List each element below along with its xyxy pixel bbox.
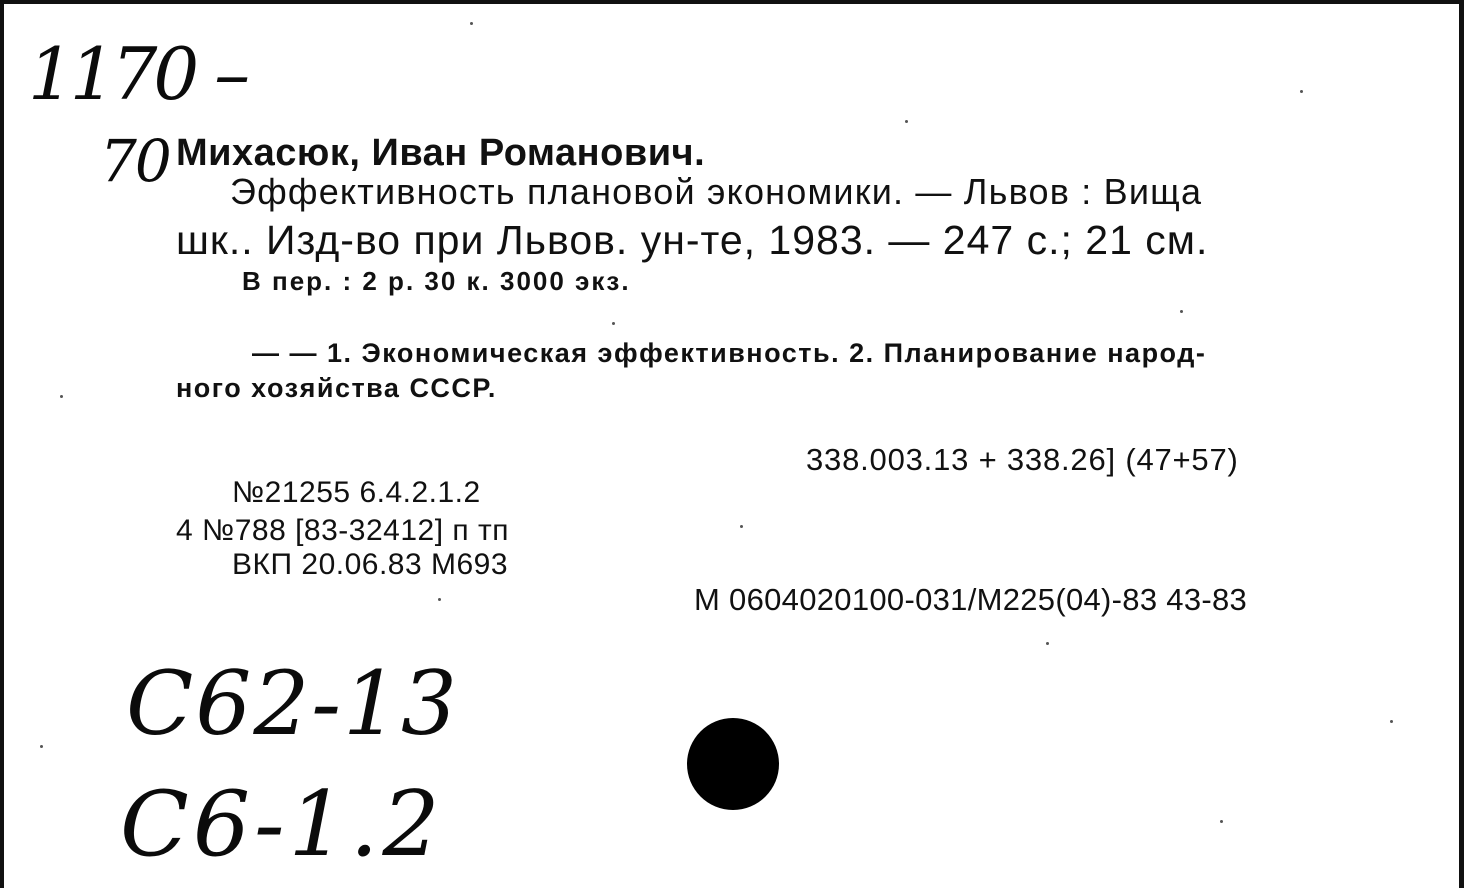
scan-speck bbox=[40, 745, 43, 748]
scan-speck bbox=[438, 598, 441, 601]
punch-hole bbox=[687, 718, 779, 810]
reference-line-2: 4 №788 [83-32412] п тп bbox=[176, 514, 509, 547]
scan-speck bbox=[1220, 820, 1223, 823]
scan-speck bbox=[1046, 642, 1049, 645]
scan-speck bbox=[905, 120, 908, 123]
udc-classification: 338.003.13 + 338.26] (47+57) bbox=[806, 442, 1239, 477]
handwritten-code-a: C62-13 bbox=[126, 652, 460, 755]
scan-speck bbox=[60, 395, 63, 398]
subject-headings-line-1: — — 1. Экономическая эффективность. 2. Планирование народ- bbox=[252, 338, 1207, 368]
card-border-right bbox=[1459, 0, 1464, 888]
scan-speck bbox=[470, 22, 473, 25]
author-heading: Михасюк, Иван Романович. bbox=[176, 132, 706, 174]
title-line-1: Эффективность плановой экономики. — Львов : Вища bbox=[230, 171, 1203, 212]
scan-speck bbox=[1390, 720, 1393, 723]
title-line-2: шк.. Изд-во при Львов. ун-те, 1983. — 247 с.; 21 см. bbox=[176, 217, 1209, 263]
reference-line-1: №21255 6.4.2.1.2 bbox=[232, 476, 481, 509]
card-border-top bbox=[0, 0, 1464, 4]
price-and-print-run: В пер. : 2 р. 30 к. 3000 экз. bbox=[242, 266, 631, 296]
handwritten-sub-number: 70 bbox=[100, 127, 170, 195]
card-border-left bbox=[0, 0, 4, 888]
publisher-code: М 0604020100-031/М225(04)-83 43-83 bbox=[694, 582, 1248, 617]
reference-line-3: ВКП 20.06.83 М693 bbox=[232, 548, 509, 581]
scan-speck bbox=[612, 322, 615, 325]
subject-headings-line-2: ного хозяйства СССР. bbox=[176, 373, 497, 403]
scan-speck bbox=[1180, 310, 1183, 313]
handwritten-shelf-number: 1170 – bbox=[28, 32, 247, 116]
scan-speck bbox=[1300, 90, 1303, 93]
handwritten-code-b: C6-1.2 bbox=[120, 772, 444, 877]
scan-speck bbox=[740, 525, 743, 528]
